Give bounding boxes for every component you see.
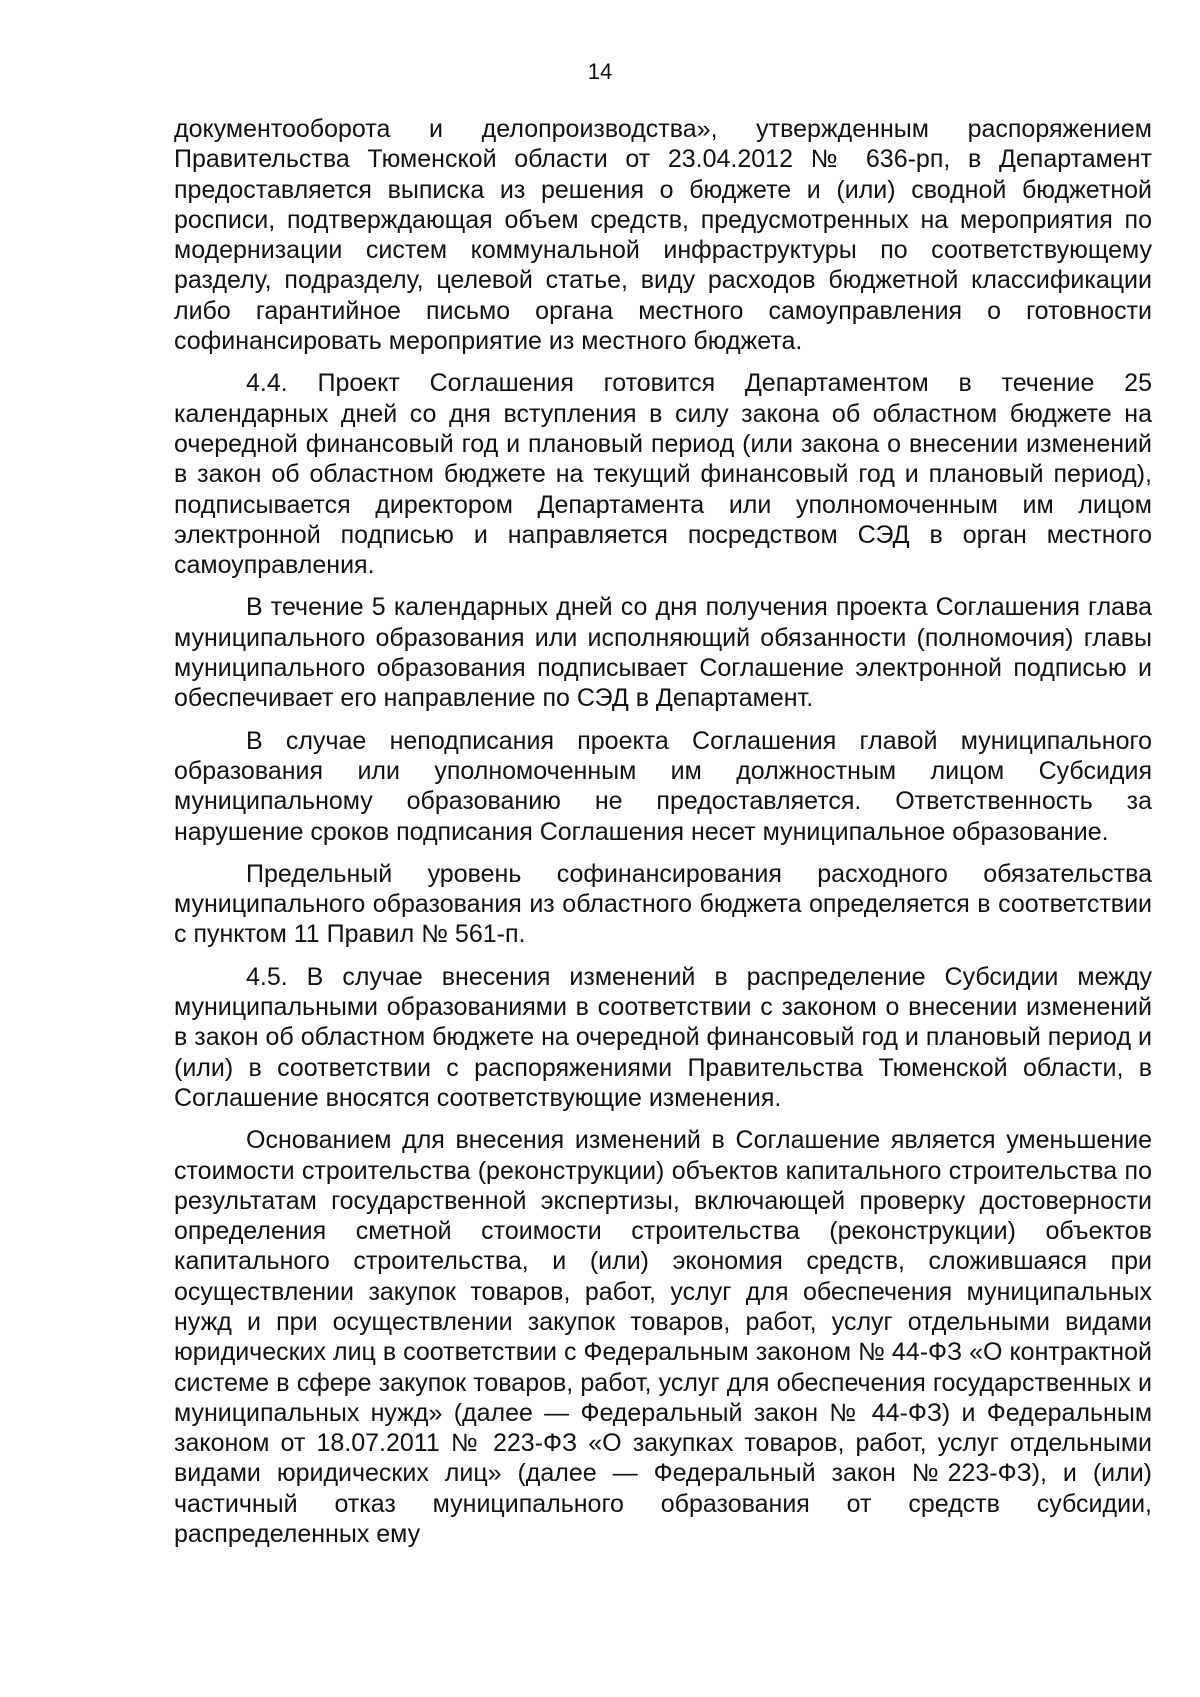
paragraph-4-4: 4.4. Проект Соглашения готовится Департаментом в течение 25 календарных дней со дня вступления в силу закона об областном бюджете на очередной финансовый год и плановый период (или закона о внесении изменений в закон об областном бюджете на текущий финансовый год и плановый период), подписывается директором Департамента или уполномоченным им лицом электронной подписью и направляется посредством СЭД в орган местного самоуправления. (174, 369, 1152, 580)
document-body (174, 114, 1152, 1561)
page-number: 14 (587, 59, 613, 84)
paragraph-non-signing: В случае неподписания проекта Соглашения главой муниципального образования или уполномоченным им должностным лицом Субсидия муниципальному образованию не предоставляется. Ответственность за нарушение сроков подписания Соглашения несет муниципальное образование. (174, 726, 1152, 846)
paragraph-signing-term: В течение 5 календарных дней со дня получения проекта Соглашения глава муниципального образования или исполняющий обязанности (полномочия) главы муниципального образования подписывает Соглашение электронной подписью и обеспечивает его направление по СЭД в Департамент. (174, 593, 1152, 713)
paragraph-continuation: документооборота и делопроизводства», утвержденным распоряжением Правительства Тюменской области от 23.04.2012 № 636-рп, в Департамент предоставляется выписка из решения о бюджете и (или) сводной бюджетной росписи, подтверждающая объем средств, предусмотренных на мероприятия по модернизации систем коммунальной инфраструктуры по соответствующему разделу, подразделу, целевой статье, виду расходов бюджетной классификации либо гарантийное письмо органа местного самоуправления о готовности софинансировать мероприятие из местного бюджета. (174, 115, 1152, 356)
paragraph-cofinancing-level: Предельный уровень софинансирования расходного обязательства муниципального образования из областного бюджета определяется в соответствии с пунктом 11 Правил № 561-п. (174, 859, 1152, 949)
paragraph-4-5: 4.5. В случае внесения изменений в распределение Субсидии между муниципальными образованиями в соответствии с законом о внесении изменений в закон об областном бюджете на очередной финансовый год и плановый период и (или) в соответствии с распоряжениями Правительства Тюменской области, в Соглашение вносятся соответствующие изменения. (174, 962, 1152, 1112)
paragraph-grounds-for-changes: Основанием для внесения изменений в Соглашение является уменьшение стоимости строительства (реконструкции) объектов капитального строительства по результатам государственной экспертизы, включающей проверку достоверности определения сметной стоимости строительства (реконструкции) объектов капитального строительства, и (или) экономия средств, сложившаяся при осуществлении закупок товаров, работ, услуг для обеспечения муниципальных нужд и при осуществлении закупок товаров, работ, услуг отдельными видами юридических лиц в соответствии с Федеральным законом № 44-ФЗ «О контрактной системе в сфере закупок товаров, работ, услуг для обеспечения государственных и муниципальных нужд» (далее — Федеральный закон № 44-ФЗ) и Федеральным законом от 18.07.2011 № 223-ФЗ «О закупках товаров, работ, услуг отдельными видами юридических лиц» (далее — Федеральный закон №223-ФЗ), и (или) частичный отказ муниципального образования от средств субсидии, распределенных ему (174, 1126, 1152, 1549)
